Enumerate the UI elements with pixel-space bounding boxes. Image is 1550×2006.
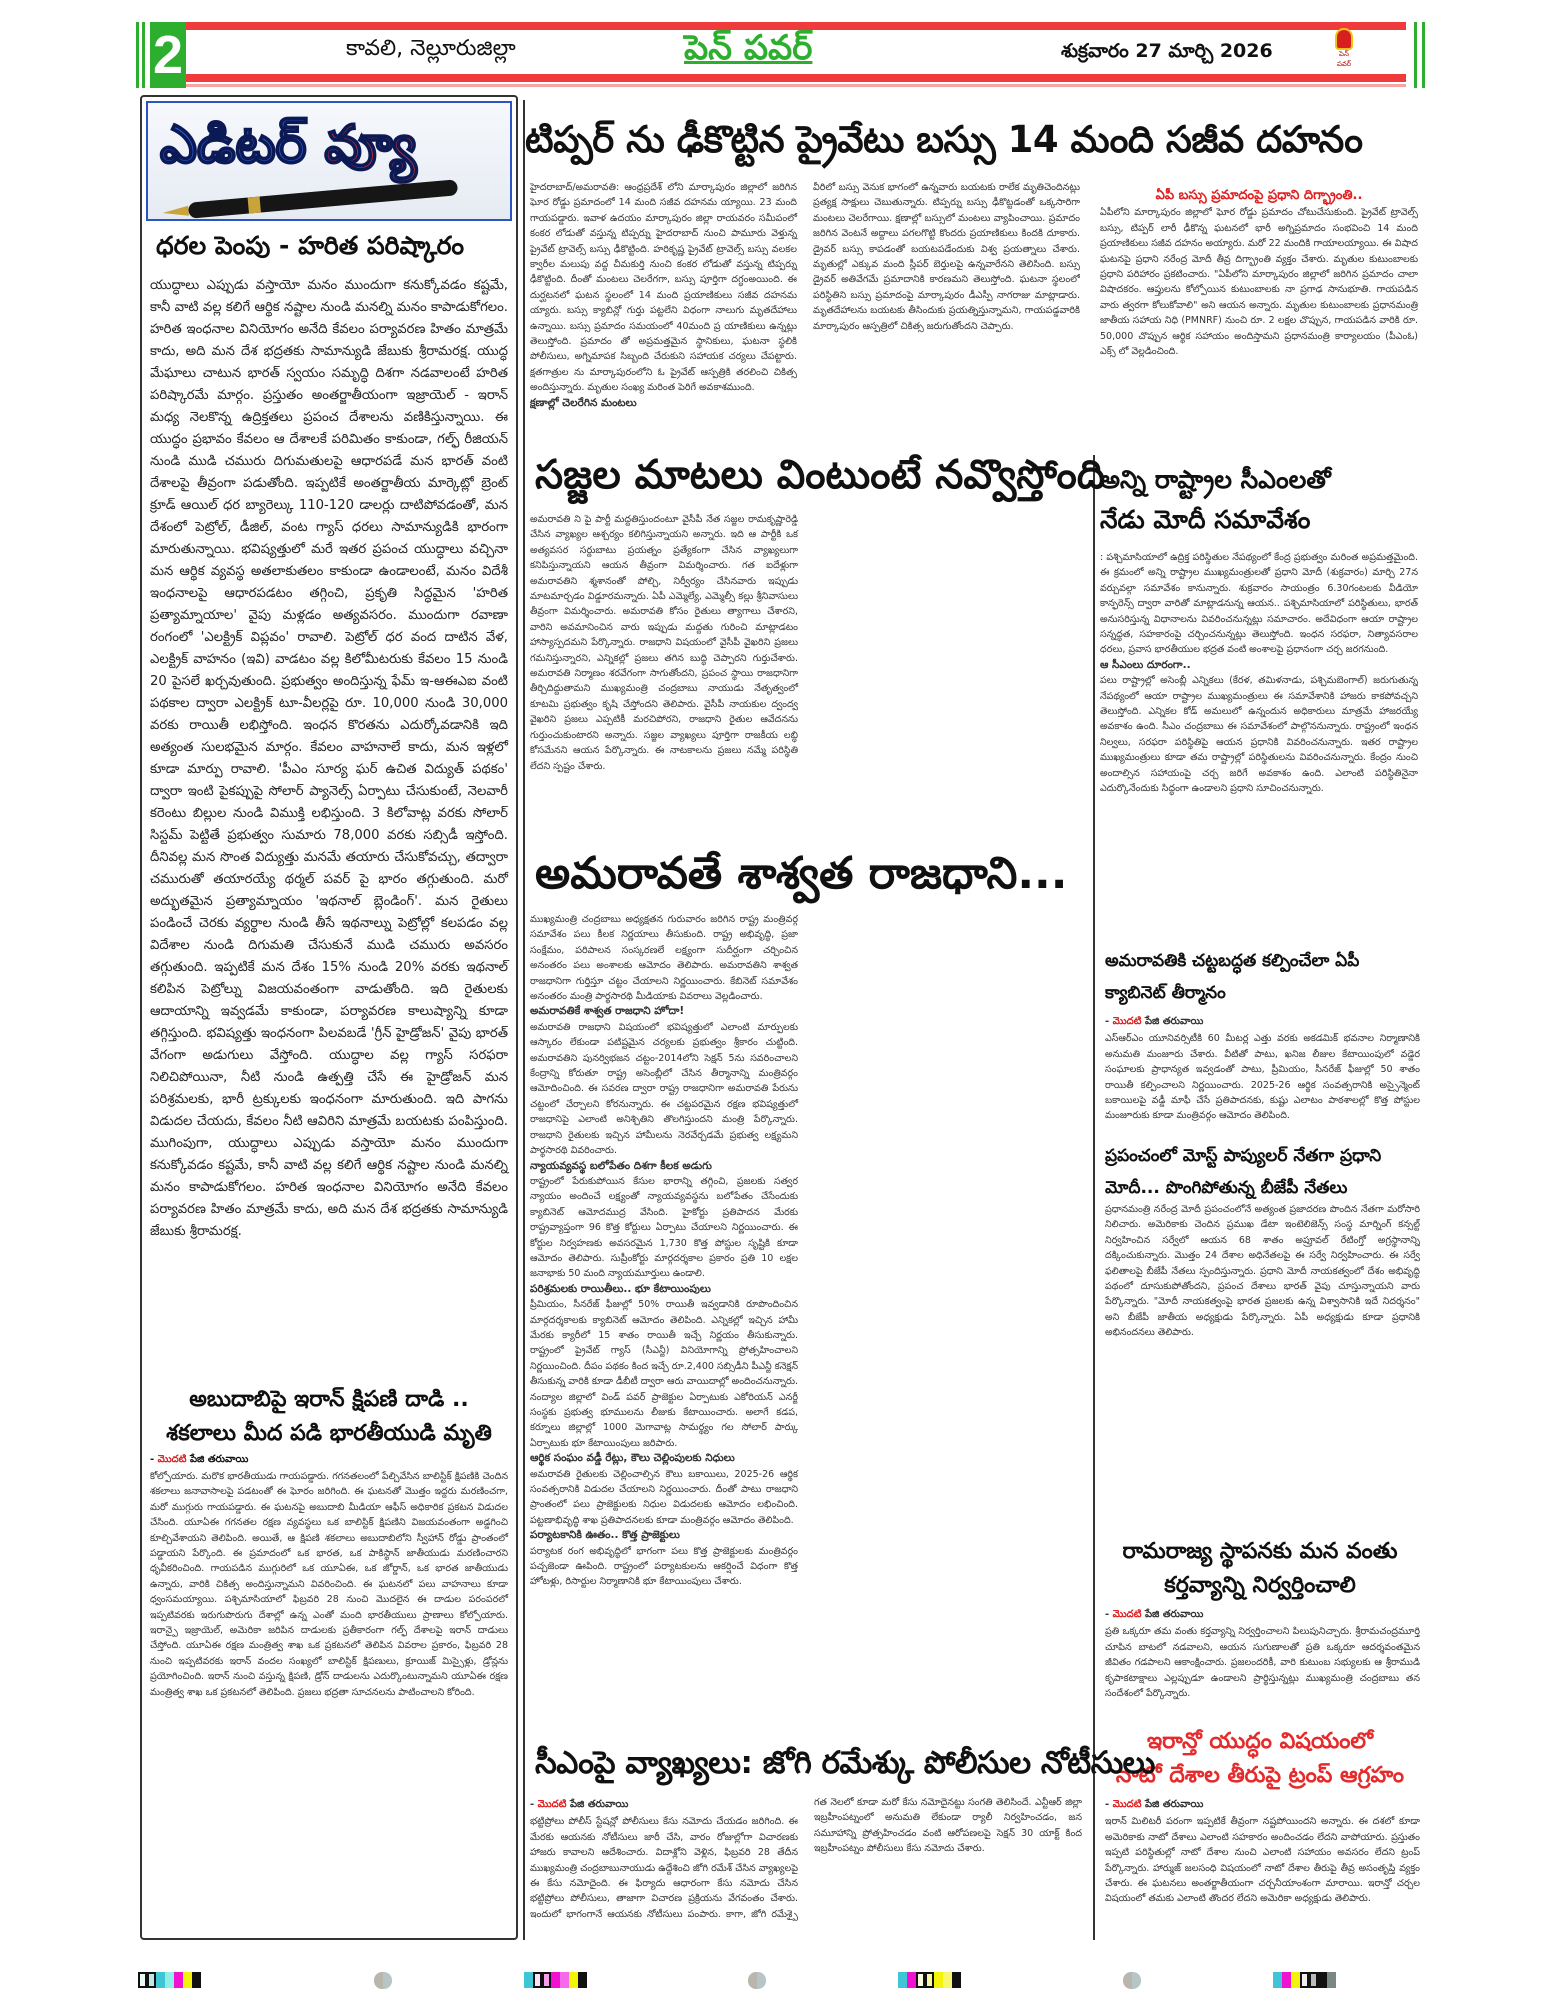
- masthead-border-line: [1422, 22, 1425, 88]
- continued-credit: - మొదటి పేజి తరువాయి: [1105, 1016, 1204, 1027]
- color-bar: [1273, 1972, 1336, 1988]
- newspaper-logo: [1332, 28, 1356, 72]
- amaravati-body-4: ప్రీమియం, సీనరేజ్ ఫీజుల్లో 50% రాయితీ ఇవ్వడానికి రూపొందించిన మార్గదర్శకాలకు క్యాబినెట్ ఆమోదం తెలిపింది. ఎన్నికల్లో ఇచ్చిన హామీ మేరకు క్యారీలో 15 శాతం రాయితీ ఇచ్చే నిర్ణయం తీసుకున్నారు. రాష్ట్రంలో ప్రైవేట్ గ్యాస్ (సీఎన్జీ) వినియోగాన్ని ప్రోత్సహించాలని నిర్ణయించింది. దీపం పథకం కింద ఇచ్చే రూ.2,400 సబ్సిడీని పీఎన్జీ కనెక్షన్ తీసుకున్న వారికి కూడా డీబీటీ ద్వారా ఆరు వాయిదాల్లో అందించనున్నారు. నంద్యాల జిల్లాలో విండ్ పవర్ ప్రాజెక్టుల ఏర్పాటుకు ఎకోరియన్ ఎనర్జీ సంస్థకు ప్రభుత్వ భూములను లీజుకు కేటాయించారు. అలాగే కడప, కర్నూలు జిల్లాల్లో 1000 మెగావాట్ల సామర్థ్యం గల సోలార్ పార్కు ఏర్పాటుకు భూ కేటాయింపులు జరిపారు.: [530, 1299, 798, 1449]
- modi-meeting-headline-2: నేడు మోదీ సమావేశం: [1100, 505, 1311, 534]
- amaravati-body-5: అమరావతి రైతులకు చెల్లించాల్సిన కౌలు బకాయిలు, 2025-26 ఆర్థిక సంవత్సరానికి విడుదల చేయాలని నిర్ణయించారు. దీంతో పాటు రాజధాని ప్రాంతంలో పలు ప్రాజెక్టులకు నిధుల విడుదలకు ఆమోదం లభించింది. పట్టణాభివృద్ధి శాఖ ప్రతిపాదనలకు కూడా మంత్రివర్గం ఆమోదం తెలిపింది.: [530, 1468, 798, 1526]
- ramarajya-body: ప్రతి ఒక్కరూ తమ వంతు కర్తవ్యాన్ని నిర్వర్తించాలని పిలుపునిచ్చారు. శ్రీరామచంద్రమూర్తి చూపిన బాటలో నడవాలని, ఆయన సుగుణాలతో ప్రతి ఒక్కరూ ఆదర్శవంతమైన జీవితం గడపాలని ఆకాంక్షించారు. ప్రజలందరికీ, వారి కుటుంబ సభ్యులకు ఆ శ్రీరాముడి కృపాకటాక్షాలు ఎల్లప్పుడూ ఉండాలని ప్రార్థిస్తున్నట్లు ముఖ్యమంత్రి చంద్రబాబు తన సందేశంలో పేర్కొన్నారు.: [1105, 1626, 1420, 1700]
- edition-date: శుక్రవారం 27 మార్చి 2026: [1061, 40, 1273, 62]
- legal-cabinet-headline-1: అమరావతికి చట్టబద్ధత కల్పించేలా ఏపీ: [1105, 951, 1360, 971]
- abudhabi-body: కోల్పోయారు. మరొక భారతీయుడు గాయపడ్డారు. గగనతలంలో పేల్చివేసిన బాలిస్టిక్ క్షిపణికి చెందిన శకలాలు జనావాసాలపై పడటంతో ఈ ఘోరం జరిగింది. ఈ ఘటనతో మొత్తం ఇద్దరు మరణించగా, మరో ముగ్గురు గాయపడ్డారు. ఈ ఘటనపై అబుదాబి మీడియా ఆఫీస్ అధికారిక ప్రకటన విడుదల చేసింది. యూఏఈ గగనతల రక్షణ వ్యవస్థలు ఒక బాలిస్టిక్ క్షిపణిని విజయవంతంగా అడ్డగించి కూల్చివేశాయని తెలిపింది. అయితే, ఆ క్షిపణి శకలాలు అబుదాబిలోని స్వీహాన్ రోడ్డు ప్రాంతంలో పడ్డాయని పేర్కొంది. ఈ ప్రమాదంలో ఒక భారత, ఒక పాకిస్థాన్ జాతీయుడు మరణించారని ధృవీకరించింది. గాయపడిన ముగ్గురిలో ఒక యూఏఈ, ఒక జోర్డాన్, ఒక భారత జాతీయుడు ఉన్నారు, వారికి చికిత్స అందిస్తున్నామని వివరించింది. ఈ ఘటనలో పలు వాహనాలు కూడా ధ్వంసమయ్యాయి. పశ్చిమాసియాలో ఫిబ్రవరి 28 నుంచి మొదలైన ఈ దాడుల పరంపరలో ఇప్పటివరకు ఇరుగుపొరుగు దేశాల్లో ఉన్న ఎంతో మంది భారతీయులు ప్రాణాలు కోల్పోయారు. ఇరాన్పై ఇజ్రాయెల్, అమెరికా జరిపిన దాడులకు ప్రతీకారంగా గల్ఫ్ దేశాలపై ఇరాన్ దాడులు చేస్తోంది. యూఏఈ రక్షణ మంత్రిత్వ శాఖ ఒక ప్రకటనలో తెలిపిన వివరాల ప్రకారం, ఫిబ్రవరి 28 నుంచి ఇప్పటివరకు ఇరాన్ వందల సంఖ్యలో బాలిస్టిక్ క్షిపణులు, క్రూయిజ్ మిస్సైళ్లు, డ్రోన్లను ప్రయోగించింది. ఇరాన్ నుంచి వస్తున్న క్షిపణి, డ్రోన్ దాడులను ఎదుర్కొంటున్నామని యూఏఈ రక్షణ మంత్రిత్వ శాఖ ఒక ప్రకటనలో తెలిపింది. ప్రజలు భద్రతా సూచనలను పాటించాలని కోరింది.: [150, 1471, 508, 1698]
- ramarajya-story: [1105, 1605, 1420, 1715]
- logo-emblem-icon: [1335, 28, 1353, 50]
- ramarajya-headline-1: రామరాజ్య స్థాపనకు మన వంతు: [1122, 1539, 1398, 1564]
- bus-accident-body: హైదరాబాద్/అమరావతి: ఆంధ్రప్రదేశ్ లోని మార్కాపురం జిల్లాలో జరిగిన ఘోర రోడ్డు ప్రమాదంలో 14 మంది సజీవ దహనమ య్యాయి. 23 మంది గాయపడ్డారు. ఇవాళ ఉదయం మార్కాపురం జిల్లా రాయవరం సమీపంలో కంకర లోడుతో వస్తున్న టిప్పర్ను హైదరాబాద్ నుంచి పామూరు వెళ్తున్న ప్రైవేట్ ట్రావెల్స్ బస్సు ఢీకొట్టింది. హరికృష్ణ ప్రైవేట్ ట్రావెల్స్ బస్సు వలకల క్వారీల మలుపు వద్ద చీమకుర్తి నుంచి కంకర లోడుతో వస్తున్న టిప్పర్ను ఢీకొట్టింది. దీంతో మంటలు చెలరేగగా, బస్సు పూర్తిగా దగ్ధంఅయింది. ఈ దుర్ఘటనలో ఘటన స్థలంలో 14 మంది ప్రయాణికులు సజీవ దహనమ య్యారు. బస్సు క్యాబిన్లో గుర్తు పట్టలేని విధంగా నాలుగు మృతదేహాలు ఉన్నాయి. బస్సు ప్రమాదం సమయంలో 40మంది ప్ర యాణికులు ఉన్నట్లు తెలుస్తోంది. ప్రమాదం తో అప్రమత్తమైన స్థానికులు, ఘటనా స్థలికి పోలీసులు, అగ్నిమాపక సిబ్బంది చేరుకుని సహాయక చర్యలు చేపట్టారు. క్షతగాత్రుల ను మార్కాపురంలోని ఓ ప్రైవేట్ ఆస్పత్రికి తరలించి చికిత్స అందిస్తున్నారు. మృతుల సంఖ్య మరింత పెరిగే అవకాశముంది.: [530, 182, 797, 394]
- pm-condolence-body: ఏపీలోని మార్కాపురం జిల్లాలో ఘోర రోడ్డు ప్రమాదం చోటుచేసుకుంది. ప్రైవేట్ ట్రావెల్స్ బస్సు, టిప్పర్ లారీ ఢీకొన్న ఘటనలో భారీ అగ్నిప్రమాదం సంభవించి 14 మంది ప్రయాణికులు సజీవ దహనం అయ్యారు. మరో 22 మందికి గాయాలయ్యాయి. ఈ విషాద ఘటనపై ప్రధాని నరేంద్ర మోదీ తీవ్ర దిగ్భ్రాంతి వ్యక్తం చేశారు. మృతుల కుటుంబాలకు ప్రధాని పరిహారం ప్రకటించారు. "ఏపీలోని మార్కాపురం జిల్లాలో జరిగిన ప్రమాదం చాలా విషాదకరం. ఆప్తులను కోల్పోయిన కుటుంబాలకు నా ప్రగాఢ సానుభూతి. గాయపడిన వారు త్వరగా కోలుకోవాలి" అని ఆయన అన్నారు. మృతుల కుటుంబాలకు ప్రధానమంత్రి జాతీయ సహాయ నిధి (PMNRF) నుంచి రూ. 2 లక్షల చొప్పున, గాయపడిన వారికి రూ. 50,000 చొప్పున ఆర్థిక సహాయం అందిస్తామని ప్రధానమంత్రి కార్యాలయం (పీఎంఓ) ఎక్స్ లో వెల్లడించింది.: [1100, 207, 1418, 358]
- ramarajya-headline-2: కర్తవ్యాన్ని నిర్వర్తించాలి: [1164, 1573, 1356, 1598]
- jogi-ramesh-headline: సీఎంపై వ్యాఖ్యలు: జోగి రమేశ్కు పోలీసుల నోటీసులు: [535, 1745, 1155, 1781]
- editor-view-word-2: వ్యూ: [324, 115, 417, 175]
- modi-meeting-story: [1100, 550, 1418, 935]
- edition-place: కావలి, నెల్లూరుజిల్లా: [346, 36, 516, 61]
- masthead-border-line: [136, 22, 139, 88]
- registration-dot: [374, 1972, 392, 1989]
- color-bar: [524, 1972, 587, 1988]
- masthead: [136, 22, 1426, 88]
- amaravati-subhead-3: పరిశ్రమలకు రాయితీలు.. భూ కేటాయింపులు: [530, 1282, 711, 1295]
- jogi-ramesh-story: [530, 1795, 1082, 1935]
- abudhabi-headline-2: శకలాలు మీద పడి భారతీయుడి మృతి: [166, 1421, 492, 1446]
- column-divider: [523, 100, 525, 1940]
- continued-credit: - మొదటి పేజి తరువాయి: [1105, 1799, 1204, 1810]
- editor-view-logo: [160, 115, 416, 188]
- modi-meeting-body-2: పలు రాష్ట్రాల్లో అసెంబ్లీ ఎన్నికలు (కేరళ, తమిళనాడు, పశ్చిమబెంగాల్) జరుగుతున్న నేపథ్యంలో ఆయా రాష్ట్రాల ముఖ్యమంత్రులు ఈ సమావేశానికి హాజరు కాకపోవచ్చని తెలుస్తోంది. ఎన్నికల కోడ్ అమలులో ఉన్నందున అధికారులు మాత్రమే హాజరయ్యే అవకాశం ఉంది. సీఎం చంద్రబాబు ఈ సమావేశంలో పాల్గొననున్నారు. రాష్ట్రంలో ఇంధన నిల్వలు, సరఫరా పరిస్థితిపై ఆయన ప్రధానికి వివరించనున్నారు. ఇతర రాష్ట్రాల ముఖ్యమంత్రులు కూడా తమ రాష్ట్రాల్లో పరిస్థితులను వివరించనున్నారు. కేంద్రం నుంచి అందాల్సిన సహాయంపై చర్చ జరిగే అవకాశం ఉంది. ఎలాంటి పరిస్థితినైనా ఎదుర్కొనేందుకు సిద్ధంగా ఉండాలని ప్రధాని సూచించనున్నారు.: [1100, 675, 1418, 795]
- bus-accident-body-2: వీరిలో బస్సు వెనుక భాగంలో ఉన్నవారు బయటకు రాలేక మృతిచెందినట్లు ప్రత్యక్ష సాక్షులు చెబుతున్నారు. టిప్పర్ను బస్సు ఢీకొట్టడంతో ఒక్కసారిగా మంటలు చెలరేగాయి. క్షణాల్లో బస్సులో మంటలు వ్యాపించాయి. ప్రమాదం జరిగిన వెంటనే అద్దాలు పగలగొట్టి కొందరు ప్రయాణికులు కిందకి దూకారు. డ్రైవర్ బస్సు కాపడంతో బయటపడేందుకు విశ్వ ప్రయత్నాలు చేశారు. మృతుల్లో ఎక్కువ మంది స్లీపర్ బెర్తులపై ఉన్నవారేనని తెలిసింది. బస్సు డ్రైవర్ అతివేగమే ప్రమాదానికి కారణమని తెలుస్తోంది. ఘటనా స్థలంలో పరిస్థితిని బస్సు ప్రమాదంపై మార్కాపురం డీఎస్పీ నాగరాజు మాట్లాడారు. మృతదేహాలను బయటకు తీసిందుకు ప్రయత్నిస్తున్నామని, గాయపడ్డవారికి మార్కాపురం ఆస్పత్రిలో చికిత్స జరుగుతోందని చెప్పారు.: [813, 182, 1080, 332]
- amaravati-subhead-4: ఆర్థిక సంఘం వడ్డీ రేట్లు, కౌలు చెల్లింపులకు నిధులు: [530, 1452, 735, 1465]
- masthead-bottom-stripe-light: [156, 84, 1406, 87]
- modi-meeting-subhead: ఆ సీఎంలు దూరంగా..: [1100, 658, 1191, 671]
- trump-headline-1: ఇరాన్తో యుద్ధం విషయంలో: [1146, 1729, 1374, 1754]
- print-registration-marks: [138, 1972, 1428, 1990]
- trump-headline-2: నాటో దేశాల తీరుపై ట్రంప్ ఆగ్రహం: [1115, 1763, 1405, 1788]
- amaravati-body-2: అమరావతి రాజధాని విషయంలో భవిష్యత్తులో ఎలాంటి మార్పులకు ఆస్కారం లేకుండా పటిష్టమైన చర్యలకు ప్రభుత్వం శ్రీకారం చుట్టింది. అమరావతిని పునర్విభజన చట్టం-2014లోని సెక్షన్ 5ను సవరించాలని కేంద్రాన్ని కోరుతూ రాష్ట్ర అసెంబ్లీలో చేసిన తీర్మానాన్ని మంత్రివర్గం ఆమోదించింది. ఈ సవరణ ద్వారా రాష్ట్ర రాజధానిగా అమరావతి పేరును చట్టంలో చేర్చాలని కోరనున్నారు. ఈ చట్టపరమైన రక్షణ భవిష్యత్తులో రాజధానిపై ఎలాంటి అనిశ్చితిని తొలగిస్తుందని మంత్రి పేర్కొన్నారు. రాజధాని రైతులకు ఇచ్చిన హామీలను నెరవేర్చడమే ప్రభుత్వ లక్ష్యమని పార్థసారథి వివరించారు.: [530, 1021, 798, 1157]
- masthead-border-line: [1414, 22, 1417, 88]
- editor-view-banner: [146, 101, 512, 221]
- modi-meeting-headline-1: అన్ని రాష్ట్రాల సీఎంలతో: [1100, 465, 1331, 494]
- logo-text: పెన్ పవర్: [1336, 50, 1352, 68]
- column-divider: [1093, 455, 1095, 1940]
- sajjala-headline: సజ్జల మాటలు వింటుంటే నవ్వొస్తోంది: [535, 452, 1106, 498]
- continued-credit: - మొదటి పేజి తరువాయి: [530, 1799, 629, 1810]
- popular-leader-headline: [1105, 1140, 1425, 1204]
- amaravati-subhead-5: పర్యాటకానికి ఊతం.. కొత్త ప్రాజెక్టులు: [530, 1529, 680, 1542]
- legal-cabinet-story: [1105, 1012, 1420, 1132]
- registration-dot: [748, 1972, 766, 1989]
- modi-meeting-headline: [1100, 460, 1420, 540]
- trump-story: [1105, 1795, 1420, 1935]
- amaravati-headline: అమరావతే శాశ్వత రాజధాని...: [535, 848, 1068, 899]
- legal-cabinet-headline-2: క్యాబినెట్ తీర్మానం: [1105, 983, 1226, 1003]
- sajjala-story: [530, 512, 1082, 824]
- modi-meeting-body: : పశ్చిమాసియాలో ఉద్రిక్త పరిస్థితుల నేపథ్యంలో కేంద్ర ప్రభుత్వం మరింత అప్రమత్తమైంది. ఈ క్రమంలో అన్ని రాష్ట్రాల ముఖ్యమంత్రులతో ప్రధాని మోదీ (శుక్రవారం) మార్చి 27న వర్చువల్గా సమావేశం కానున్నారు. శుక్రవారం సాయంత్రం 6.30గంటలకు వీడియో కాన్ఫరెన్స్ ద్వారా వారితో మాట్లాడనున్న ఆయన.. పశ్చిమాసియాలో పరిస్థితులు, భారత్ అనుసరిస్తున్న విధానాలను వివరించనున్నట్లు సమాచారం. అదేవిధంగా ఆయా రాష్ట్రాల సన్నద్ధత, సహకారంపై చర్చించనున్నట్లు తెలుస్తోంది. ఇంధన సరఫరా, నిత్యావసరాల ధరలు, ప్రవాస భారతీయుల భద్రత వంటి అంశాలపై ప్రధానంగా చర్చ జరగనుంది.: [1100, 552, 1418, 656]
- editorial-body: యుద్ధాలు ఎప్పుడు వస్తాయో మనం ముందుగా కనుక్కోవడం కష్టమే, కానీ వాటి వల్ల కలిగే ఆర్థిక నష్టాల నుండి మనల్ని మనం కాపాడుకోగలం. హరిత ఇంధనాల వినియోగం అనేది కేవలం పర్యావరణ హితం మాత్రమే కాదు, అది మన దేశ భద్రతకు సామాన్యుడి జేబుకు శ్రీరామరక్ష. యుద్ధ మేఘాలు చాటున భారత్ స్వయం సమృద్ధి దిశగా నడవాలంటే హరిత పరిష్కారమే మార్గం. ప్రస్తుతం అంతర్జాతీయంగా ఇజ్రాయెల్ - ఇరాన్ మధ్య నెలకొన్న ఉద్రిక్తతలు ప్రపంచ దేశాలను వణికిస్తున్నాయి. ఈ యుద్ధం ప్రభావం కేవలం ఆ దేశాలకే పరిమితం కాకుండా, గల్ఫ్ రీజియన్ నుండి ముడి చమురు దిగుమతులపై ఆధారపడే మన భారత్ వంటి దేశాలపై తీవ్రంగా పడుతోంది. ఇప్పటికే అంతర్జాతీయ మార్కెట్లో బ్రెంట్ క్రూడ్ ఆయిల్ ధర బ్యారెల్కు 110-120 డాలర్లు దాటిపోవడంతో, మన దేశంలో పెట్రోల్, డీజిల్, వంట గ్యాస్ ధరలు సామాన్యుడికి భారంగా మారుతున్నాయి. భవిష్యత్తులో మరే ఇతర ప్రపంచ యుద్ధాలు వచ్చినా మన ఆర్థిక వ్యవస్థ అతలాకుతలం కాకుండా ఉండాలంటే, మనం విదేశీ ఇంధనాలపై ఆధారపడటం తగ్గించి, ప్రకృతి సిద్ధమైన 'హరిత ప్రత్యామ్నాయాల' వైపు మళ్లడం అత్యవసరం. ముందుగా రవాణా రంగంలో 'ఎలక్ట్రిక్ విప్లవం' రావాలి. పెట్రోల్ ధర వంద దాటిన వేళ, ఎలక్ట్రిక్ వాహనం (ఇవి) వాడటం వల్ల కిలోమీటరుకు కేవలం 15 నుండి 20 పైసలే ఖర్చవుతుంది. ప్రభుత్వం అందిస్తున్న ఫేమ్ ఇ-ఆఈఎఐ వంటి పథకాల ద్వారా ఎలక్ట్రిక్ టూ-వీలర్లపై రూ. 10,000 నుండి 30,000 వరకు రాయితీ లభిస్తోంది. ఇంధన కొరతను ఎదుర్కోవడానికి ఇది అత్యంత సులభమైన మార్గం. కేవలం వాహనాలే కాదు, మన ఇళ్లలో కూడా మార్పు రావాలి. 'పీఎం సూర్య ఘర్ ఉచిత విద్యుత్ పథకం' ద్వారా ఇంటి పైకప్పుపై సోలార్ ప్యానెల్స్ ఏర్పాటు చేసుకుంటే, నెలవారీ కరెంటు బిల్లుల నుండి విముక్తి లభిస్తుంది. 3 కిలోవాట్ల వరకు సోలార్ సిస్టమ్ పెట్టితే ప్రభుత్వం సుమారు 78,000 వరకు సబ్సిడీ ఇస్తోంది. దీనివల్ల మన సొంత విద్యుత్తు మనమే తయారు చేసుకోవచ్చు, తద్వారా చమురుతో తయారయ్యే థర్మల్ పవర్ పై భారం తగ్గుతుంది. మరో అద్భుతమైన ప్రత్యామ్నాయం 'ఇథనాల్ బ్లెండింగ్'. మన రైతులు పండించే చెరకు వ్యర్థాల నుండి తీసే ఇథనాల్ను పెట్రోల్లో కలపడం వల్ల విదేశాల నుండి దిగుమతి చేసుకునే ముడి చమురు అవసరం తగ్గుతుంది. ఇప్పటికే మన దేశం 15% నుండి 20% వరకు ఇథనాల్ కలిపిన పెట్రోల్ను విజయవంతంగా వాడుతోంది. ఇది రైతులకు ఆదాయాన్ని ఇవ్వడమే కాకుండా, పర్యావరణ కాలుష్యాన్ని కూడా తగ్గిస్తుంది. భవిష్యత్తు ఇంధనంగా పిలవబడే 'గ్రీన్ హైడ్రోజన్' వైపు భారత్ వేగంగా అడుగులు వేస్తోంది. యుద్ధాల వల్ల గ్యాస్ సరఫరా నిలిచిపోయినా, నీటి నుండి ఉత్పత్తి చేసే ఈ హైడ్రోజన్ మన పరిశ్రమలకు, భారీ ట్రక్కులకు ఇంధనంగా మారుతుంది. ఇది పాగను విడుదల చేయదు, కేవలం నీటి ఆవిరిని మాత్రమే బయటకు పంపిస్తుంది. ముగింపుగా, యుద్ధాలు ఎప్పుడు వస్తాయో మనం ముందుగా కనుక్కోవడం కష్టమే, కానీ వాటి వల్ల కలిగే ఆర్థిక నష్టాల నుండి మనల్ని మనం కాపాడుకోగలం. హరిత ఇంధనాల వినియోగం అనేది కేవలం పర్యావరణ హితం మాత్రమే కాదు, అది మన దేశ భద్రతకు సామాన్యుడి జేబుకు శ్రీరామరక్ష.: [150, 278, 508, 1239]
- page-number: 2: [150, 22, 186, 88]
- editor-view-word-1: ఎడిటర్: [160, 115, 307, 175]
- ramarajya-headline: [1100, 1535, 1420, 1603]
- amaravati-body: ముఖ్యమంత్రి చంద్రబాబు అధ్యక్షతన గురువారం జరిగిన రాష్ట్ర మంత్రివర్గ సమావేశం పలు కీలక నిర్ణయాలు తీసుకుంది. రాష్ట్ర అభివృద్ధి, ప్రజా సంక్షేమం, పరిపాలన సంస్కరణలే లక్ష్యంగా సుదీర్ఘంగా చర్చించిన అనంతరం పలు అంశాలకు ఆమోదం తెలిపారు. అమరావతిని శాశ్వత రాజధానిగా గుర్తిస్తూ చట్టం చేయాలని నిర్ణయించారు. కేబినెట్ సమావేశం అనంతరం మంత్రి పార్థసారథి మీడియాకు వివరాలు వెల్లడించారు.: [530, 914, 798, 1003]
- continued-credit: - మొదటి పేజి తరువాయి: [150, 1454, 249, 1465]
- pm-condolence-story: [1100, 188, 1418, 428]
- sajjala-body: అమరావతి ని పై పార్టీ మద్దతిస్తుందంటూ వైసీపీ నేత సజ్జల రామకృష్ణారెడ్డి చేసిన వ్యాఖ్యల ఆశ్చర్యం కలిగిస్తున్నాయని అన్నారు. ఇది ఆ పార్టీకి ఒక అత్యవసర సర్దుబాటు ప్రయత్నం ప్రత్యేకంగా చేసిన వ్యాఖ్యలుగా కనిపిస్తున్నాయని ఆయన తీవ్రంగా విమర్శించారు. గత ఐదేళ్లుగా అమరావతిని శ్మశానంతో పోల్చి, నిర్వీర్యం చేసినవారు ఇప్పుడు మాటమార్చడం విడ్డూరమన్నారు. ఏపీ ఎమ్మెల్యే, ఎమ్మెల్సీ కల్లు శ్రీనివాసులు తీవ్రంగా విమర్శించారు. అమరావతి కోసం రైతులు త్యాగాలు చేశారని, వారిని అవమానించిన వారు ఇప్పుడు మద్దతు గురించి మాట్లాడటం హాస్యాస్పదమని పేర్కొన్నారు. రాజధాని విషయంలో వైసీపీ వైఖరిని ప్రజలు గమనిస్తున్నారని, ఎన్నికల్లో ప్రజలు తగిన బుద్ధి చెప్పారని గుర్తుచేశారు. అమరావతి నిర్మాణం శరవేగంగా సాగుతోందని, ప్రపంచ స్థాయి రాజధానిగా తీర్చిదిద్దుతామని ముఖ్యమంత్రి చంద్రబాబు నాయుడు నేతృత్వంలో కూటమి ప్రభుత్వం కృషి చేస్తోందని తెలిపారు. వైసీపీ నాయకుల ద్వంద్వ వైఖరిని ప్రజలు ఎప్పటికీ మరచిపోరని, రాజధాని రైతుల ఆవేదనను గుర్తుంచుకుంటారని అన్నారు. సజ్జల వ్యాఖ్యలు పూర్తిగా రాజకీయ లబ్ధి కోసమేనని ఆయన పేర్కొన్నారు. ఈ నాటకాలను ప్రజలు నమ్మే పరిస్థితి లేదని స్పష్టం చేశారు.: [530, 514, 798, 772]
- jogi-ramesh-body: భట్టిప్రోలు పోలీస్ స్టేషన్లో పోలీసులు కేసు నమోదు చేయడం జరిగింది. ఈ మేరకు ఆయనకు నోటీసులు జారీ చేసి, వారం రోజుల్లోగా విచారణకు హాజరు కావాలని ఆదేశించారు. విదాశ్లోని వెళ్లిన, ఫిబ్రవరి 28 తేదీన ముఖ్యమంత్రి చంద్రబాబునాయుడు ఉద్దేశించి జోగి రమేశ్ చేసిన వ్యాఖ్యలపై ఈ కేసు నమోదైంది. ఈ ఫిర్యాదు ఆధారంగా కేసు నమోదు చేసిన భట్టిప్రోలు పోలీసులు, తాజాగా విచారణ ప్రక్రియను వేగవంతం చేశారు. ఇందులో భాగంగానే ఆయనకు నోటీసులు పంపారు. కాగా, జోగి రమేశ్పై గత నెలలో కూడా మరో కేసు నమోదైనట్టు సంగతి తెలిసిందే. ఎన్టీఆర్ జిల్లా ఇబ్రహీంపట్నంలో అనుమతి లేకుండా ర్యాలీ నిర్వహించడం, జన సమూహాన్ని ప్రోత్సహించడం వంటి ఆరోపణలపై సెక్షన్ 30 యాక్ట్ కింద ఇబ్రహీంపట్నం పోలీసులు కేసు నమోదు చేశారు.: [530, 1797, 1082, 1920]
- popular-leader-story: [1105, 1202, 1420, 1522]
- trump-body: ఇరాన్ మిలిటరీ పరంగా ఇప్పటికే తీవ్రంగా నష్టపోయిందని అన్నారు. ఈ దశలో కూడా అమెరికాకు నాటో దేశాలు ఎలాంటి సహకారం అందించడం లేదని వాపోయారు. ప్రస్తుతం ఇప్పటి పరిస్థితుల్లో నాటో దేశాల నుంచి ఎలాంటి సహాయం అవసరం లేదని ట్రంప్ పేర్కొన్నారు. హార్ముజ్ జలసంధి విషయంలో నాటో దేశాల తీరుపై తీవ్ర అసంతృప్తి వ్యక్తం చేశారు. ఈ ఘటనలు అంతర్జాతీయంగా చర్చనీయాంశంగా మారాయి. ఇరాన్తో చర్చల విషయంలో తమకు ఎలాంటి తొందర లేదని అమెరికా అధ్యక్షుడు తెలిపారు.: [1105, 1816, 1420, 1905]
- newspaper-title: పెన్ పవర్: [684, 28, 813, 68]
- pm-condolence-subhead: ఏపీ బస్సు ప్రమాదంపై ప్రధాని దిగ్భ్రాంతి..: [1155, 188, 1363, 203]
- amaravati-subhead-2: న్యాయవ్యవస్థ బలోపేతం దిశగా కీలక అడుగు: [530, 1159, 712, 1172]
- masthead-border-line: [142, 22, 145, 88]
- bus-accident-story: [530, 180, 1080, 420]
- popular-leader-body: ప్రధానమంత్రి నరేంద్ర మోదీ ప్రపంచంలోనే అత్యంత ప్రజాదరణ పొందిన నేతగా మరోసారి నిలిచారు. అమెరికాకు చెందిన ప్రముఖ డేటా ఇంటెలిజెన్స్ సంస్థ మార్నింగ్ కన్సల్ట్ నిర్వహించిన సర్వేలో ఆయన 68 శాతం అప్రూవల్ రేటింగ్తో అగ్రస్థానాన్ని దక్కించుకున్నారు. మొత్తం 24 దేశాల అధినేతలపై ఈ సర్వే నిర్వహించారు. ఈ సర్వే ఫలితాలపై బీజేపీ నేతలు స్పందిస్తున్నారు. ప్రధాని మోదీ నాయకత్వంలో దేశం అభివృద్ధి పథంలో దూసుకుపోతోందని, ప్రపంచ దేశాలు భారత్ వైపు చూస్తున్నాయని వారు పేర్కొన్నారు. "మోదీ నాయకత్వంపై భారత ప్రజలకు ఉన్న విశ్వాసానికి ఇదే నిదర్శనం" అని బీజేపీ జాతీయ అధ్యక్షుడు పేర్కొన్నారు. ఏపీ అధ్యక్షుడు కూడా ప్రధానికి అభినందనలు తెలిపారు.: [1105, 1204, 1420, 1339]
- bus-accident-headline: టిప్పర్ ను ఢీకొట్టిన ప్రైవేటు బస్సు 14 మంది సజీవ దహనం: [525, 118, 1363, 161]
- legal-cabinet-headline: [1105, 945, 1425, 1009]
- registration-dot: [1123, 1972, 1141, 1989]
- editorial-column: [140, 95, 518, 1940]
- abudhabi-headline-1: అబుదాబిపై ఇరాన్ క్షిపణి దాడి ..: [189, 1387, 469, 1412]
- amaravati-story: [530, 912, 1082, 1732]
- bus-accident-subhead: క్షణాల్లో చెలరేగిన మంటలు: [530, 396, 637, 409]
- color-bar: [138, 1972, 201, 1988]
- amaravati-body-3: రాష్ట్రంలో పేరుకుపోయిన కేసుల భారాన్ని తగ్గించి, ప్రజలకు సత్వర న్యాయం అందించే లక్ష్యంతో న్యాయవ్యవస్థను బలోపేతం చేసేందుకు క్యాబినెట్ ఆమోదముద్ర వేసింది. హైకోర్టు ప్రతిపాదన మేరకు రాష్ట్రవ్యాప్తంగా 96 కొత్త కోర్టులు ఏర్పాటు చేయాలని నిర్ణయించారు. ఈ కోర్టుల నిర్వహణకు అవసరమైన 1,730 కొత్త పోస్టుల సృష్టికి కూడా ఆమోదం తెలిపారు. సుప్రీంకోర్టు మార్గదర్శకాల ప్రకారం ప్రతి 10 లక్షల జనాభాకు 50 మంది న్యాయమూర్తులు ఉండాలి.: [530, 1175, 798, 1280]
- legal-cabinet-body: ఎస్ఆర్ఎం యూనివర్సిటీకి 60 మీటర్ల ఎత్తు వరకు అకడమిక్ భవనాల నిర్మాణానికి అనుమతి మంజూరు చేశారు. వీటితో పాటు, ఖనిజ లీజుల కేటాయింపులో వడ్డెర సంఘాలకు ప్రాధాన్యత ఇవ్వడంతో పాటు, ప్రీమియం, సీనరేజ్ ఫీజుల్లో 50 శాతం రాయితీ కల్పించాలని నిర్ణయించారు. 2025-26 ఆర్థిక సంవత్సరానికి అస్సైన్మెంట్ బకాయిలపై వడ్డీ మాఫీ చేసే ప్రతిపాదనకు, కుష్టు ఎలాటం పాఠశాలల్లో కొత్త పోస్టుల మంజూరుకు కూడా మంత్రివర్గం ఆమోదం తెలిపింది.: [1105, 1033, 1420, 1122]
- continued-credit: - మొదటి పేజి తరువాయి: [1105, 1609, 1204, 1620]
- popular-leader-headline-2: మోదీ... పొంగిపోతున్న బీజేపీ నేతలు: [1105, 1178, 1348, 1198]
- amaravati-body-6: పర్యాటక రంగ అభివృద్ధిలో భాగంగా పలు కొత్త ప్రాజెక్టులకు మంత్రివర్గం పచ్చజెండా ఊపింది. రాష్ట్రంలో పర్యాటకులను ఆకర్షించే విధంగా కొత్త హోటళ్లు, రిసార్టుల నిర్మాణానికి భూ కేటాయింపులు చేశారు.: [530, 1545, 798, 1588]
- color-bar: [898, 1972, 961, 1988]
- amaravati-subhead-1: అమరావతికే శాశ్వత రాజధాని హోదా!: [530, 1005, 685, 1018]
- editorial-headline: ధరల పెంపు - హరిత పరిష్కారం: [156, 231, 465, 260]
- popular-leader-headline-1: ప్రపంచంలో మోస్ట్ పాప్యులర్ నేతగా ప్రధాని: [1105, 1146, 1382, 1166]
